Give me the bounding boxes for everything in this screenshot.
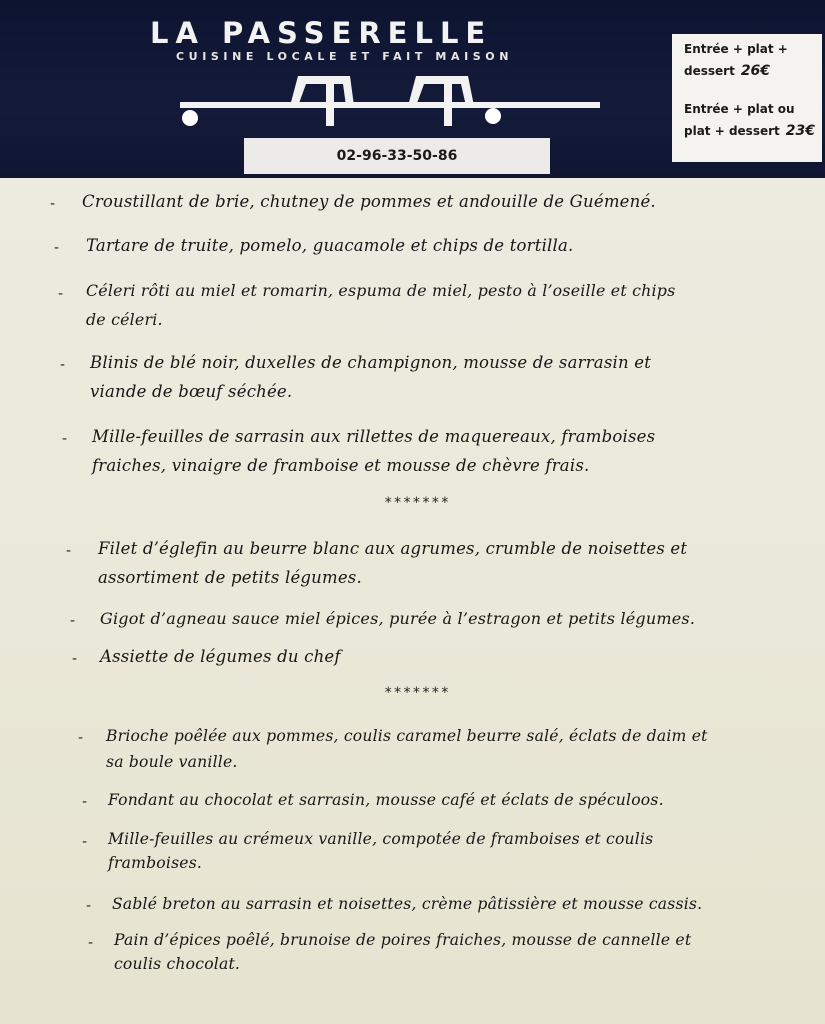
menu-header: [0, 0, 825, 178]
list-dash: -: [58, 286, 64, 302]
section-separator: *******: [384, 495, 451, 511]
list-dash: -: [88, 935, 94, 951]
restaurant-name: LA PASSERELLE: [150, 16, 493, 50]
list-dash: -: [82, 794, 88, 810]
list-dash: -: [60, 357, 66, 373]
menu-item-entree: Blinis de blé noir, duxelles de champignon, mousse de sarrasin et viande de bœuf séchée.: [90, 353, 652, 401]
menu-item-dessert: Mille-feuilles au crémeux vanille, compotée de framboises et coulis framboises.: [108, 830, 654, 872]
price-amount: 26€: [740, 63, 771, 79]
menu-item-entree: Céleri rôti au miel et romarin, espuma de miel, pesto à l’oseille et chips de céleri.: [86, 281, 676, 329]
price-formula-short: [684, 98, 815, 142]
list-dash: -: [70, 613, 76, 629]
menu-item-entree: Tartare de truite, pomelo, guacamole et chips de tortilla.: [86, 236, 574, 255]
menu-item-dessert: Brioche poêlée aux pommes, coulis caramel beurre salé, éclats de daim et sa boule vanille.: [106, 727, 708, 771]
menu-item-entree: Mille-feuilles de sarrasin aux rillettes de maquereaux, framboises fraiches, vinaigre de framboise et mousse de chèvre frais.: [92, 427, 656, 475]
list-dash: -: [82, 834, 88, 850]
menu-item-plat: Assiette de légumes du chef: [100, 647, 341, 666]
price-box: [672, 34, 822, 162]
list-dash: -: [86, 898, 92, 914]
list-dash: -: [66, 543, 72, 559]
menu-item-dessert: Fondant au chocolat et sarrasin, mousse café et éclats de spéculoos.: [108, 791, 664, 809]
bridge-icon: [180, 66, 600, 136]
list-dash: -: [50, 196, 56, 212]
menu-item-plat: Gigot d’agneau sauce miel épices, purée à l’estragon et petits légumes.: [100, 609, 696, 628]
menu-item-entree: Croustillant de brie, chutney de pommes et andouille de Guémené.: [82, 192, 656, 211]
price-formula-line: plat + dessert: [684, 124, 780, 138]
price-formula-line: dessert: [684, 64, 735, 78]
list-dash: -: [72, 651, 78, 667]
list-dash: -: [62, 431, 68, 447]
list-dash: -: [78, 730, 84, 746]
phone-number: 02-96-33-50-86: [244, 138, 550, 174]
menu-item-dessert: Pain d’épices poêlé, brunoise de poires fraiches, mousse de cannelle et coulis chocolat.: [114, 931, 692, 973]
price-formula-full: [684, 38, 788, 82]
menu-item-plat: Filet d’églefin au beurre blanc aux agrumes, crumble de noisettes et assortiment de petits légumes.: [98, 539, 688, 587]
menu-item-dessert: Sablé breton au sarrasin et noisettes, crème pâtissière et mousse cassis.: [112, 895, 703, 913]
restaurant-tagline: CUISINE LOCALE ET FAIT MAISON: [176, 50, 514, 63]
list-dash: -: [54, 240, 60, 256]
price-amount: 23€: [785, 123, 815, 139]
price-formula-line: Entrée + plat ou: [684, 102, 795, 116]
section-separator: *******: [384, 685, 451, 701]
price-formula-line: Entrée + plat +: [684, 42, 788, 56]
